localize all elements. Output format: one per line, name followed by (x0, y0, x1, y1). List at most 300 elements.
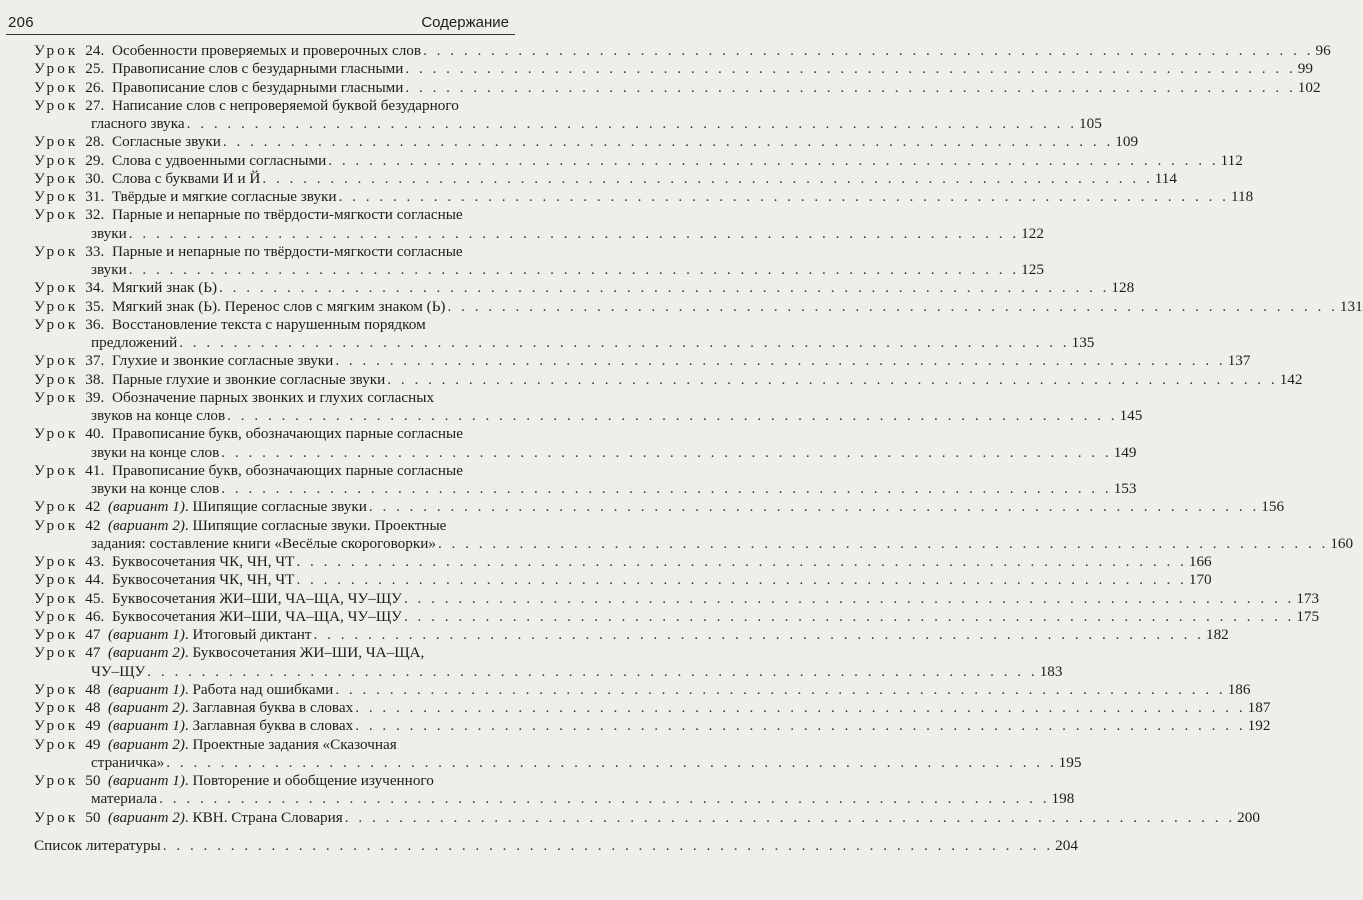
toc-line-content (91, 534, 1354, 553)
toc-line-content (108, 717, 1271, 735)
toc-line (0, 297, 1363, 316)
toc-line (0, 206, 515, 224)
toc-line (0, 571, 1212, 589)
page-ref: 102 (1297, 78, 1321, 96)
dot-leader: . . . . . . . . . . . . . . . . . . . . . . . . . . . . . . . . . . . . . . . . . . . . . . . . . . . . . . . . . . . . . . . . . . (447, 297, 1338, 315)
toc-title: Глухие и звонкие согласные звуки (112, 352, 334, 370)
toc-entry[interactable] (0, 498, 1285, 516)
toc-entry[interactable] (0, 352, 1251, 370)
toc-line (0, 480, 1137, 498)
lesson-number: 24. (85, 42, 105, 59)
toc-entry[interactable] (0, 735, 1082, 773)
toc-line (0, 607, 1320, 626)
toc-title-text (112, 389, 434, 406)
toc-title-text (112, 352, 333, 370)
dot-leader: . . . . . . . . . . . . . . . . . . . . . . . . . . . . . . . . . . . . . . . . . . . . . . . . . . . . . . . . . . . . . . . . . . (403, 589, 1295, 607)
dot-leader: . . . . . . . . . . . . . . . . . . . . . . . . . . . . . . . . . . . . . . . . . . . . . . . . . . . . . . . . . . . . . . . . . . (313, 626, 1204, 643)
page-ref: 160 (1330, 534, 1354, 552)
toc-title-text (91, 754, 164, 772)
toc-line-content (112, 279, 1135, 297)
toc-line-content (112, 42, 1331, 60)
dot-leader: . . . . . . . . . . . . . . . . . . . . . . . . . . . . . . . . . . . . . . . . . . . . . . . . . . . . . . . . . . . . . . . . . . (159, 790, 1050, 808)
toc-line-content (112, 425, 515, 443)
toc-line-content (112, 297, 1363, 316)
toc-entry[interactable] (0, 680, 1251, 699)
toc-line-content (91, 480, 1137, 498)
toc-title: Буквосочетания ЖИ–ШИ, ЧА–ЩА, ЧУ–ЩУ (112, 589, 402, 607)
toc-title-text (112, 316, 426, 333)
toc-title-text (91, 790, 157, 808)
toc-line-content (112, 352, 1251, 370)
page-ref: 142 (1279, 370, 1303, 388)
toc-title-text (112, 462, 463, 479)
dot-leader: . . . . . . . . . . . . . . . . . . . . . . . . . . . . . . . . . . . . . . . . . . . . . . . . . . . . . . . . . . . . . . . . . . (186, 115, 1078, 132)
toc-line (0, 133, 1139, 151)
page-ref: 183 (1039, 662, 1063, 680)
lesson-label (34, 60, 108, 78)
lesson-number: 33. (85, 242, 105, 260)
dot-leader: . . . . . . . . . . . . . . . . . . . . . . . . . . . . . . . . . . . . . . . . . . . . . . . . . . . . . . . . . . . . . . . . . . (296, 571, 1187, 589)
toc-line (0, 334, 1095, 352)
lesson-word: Урок (34, 571, 79, 589)
lesson-word: Урок (34, 717, 79, 735)
toc-entry[interactable] (0, 370, 1303, 389)
toc-line (0, 498, 1285, 516)
toc-title: гласного звука (91, 115, 185, 132)
lesson-label (34, 462, 108, 480)
toc-title: Написание слов с непроверяемой буквой безударного (112, 96, 459, 114)
toc-line-content (108, 699, 1271, 717)
toc-line-content (112, 133, 1139, 151)
toc-entry[interactable] (0, 571, 1212, 589)
toc-title-text (91, 261, 127, 279)
toc-title: звуки на конце слов (91, 480, 220, 497)
lesson-word: Урок (34, 772, 79, 789)
lesson-number: 26. (85, 78, 105, 96)
dot-leader: . . . . . . . . . . . . . . . . . . . . . . . . . . . . . . . . . . . . . . . . . . . . . . . . . . . . . . . . . . . . . . . . . . (355, 699, 1246, 716)
toc-title: Правописание букв, обозначающих парные согласные (112, 461, 463, 479)
page-ref: 118 (1230, 188, 1254, 205)
toc-title-text (112, 553, 294, 571)
dot-leader: . . . . . . . . . . . . . . . . . . . . . . . . . . . . . . . . . . . . . . . . . . . . . . . . . . . . . . . . . . . . . . . . . . (335, 680, 1226, 698)
toc-title-text (91, 480, 219, 498)
page-ref: 187 (1247, 699, 1271, 716)
toc-entry[interactable] (0, 297, 1363, 316)
toc-entry[interactable] (0, 188, 1254, 206)
toc-line (0, 517, 515, 535)
lesson-label (34, 772, 108, 790)
lesson-word: Урок (34, 169, 79, 187)
lesson-label (34, 699, 108, 717)
toc-title-text (112, 79, 403, 97)
toc-line (0, 589, 1320, 608)
toc-title: Парные глухие и звонкие согласные звуки (112, 370, 386, 388)
lesson-number: 49 (85, 735, 101, 753)
lesson-word: Урок (34, 133, 79, 151)
page-ref: 145 (1119, 407, 1143, 424)
page-ref: 200 (1237, 808, 1260, 826)
toc-line (0, 808, 1260, 827)
toc-line-content (112, 151, 1243, 170)
lesson-word: Урок (34, 680, 79, 698)
toc-line-content (91, 224, 1044, 243)
toc-line (0, 188, 1254, 206)
page-ref: 135 (1071, 334, 1095, 351)
page-header (0, 0, 515, 34)
page-ref: 112 (1220, 151, 1243, 169)
page-ref: 96 (1315, 42, 1331, 59)
lesson-number: 36. (85, 315, 105, 333)
dot-leader: . . . . . . . . . . . . . . . . . . . . . . . . . . . . . . . . . . . . . . . . . . . . . . . . . . . . . . . . . . . . . . . . . . (128, 261, 1020, 278)
toc-entry[interactable] (0, 169, 1177, 188)
toc-title-text (112, 188, 337, 206)
lesson-word: Урок (34, 644, 79, 662)
lesson-word: Урок (34, 699, 79, 716)
dot-leader: . . . . . . . . . . . . . . . . . . . . . . . . . . . . . . . . . . . . . . . . . . . . . . . . . . . . . . . . . . . . . . . . . . (335, 352, 1226, 370)
toc-line-content (91, 407, 1143, 425)
lesson-number: 25. (85, 60, 105, 78)
toc-line (0, 790, 1075, 808)
toc-line (0, 680, 1251, 699)
toc-line (0, 169, 1177, 188)
toc-line-content (112, 316, 515, 334)
toc-title: Буквосочетания ЧК, ЧН, ЧТ (112, 553, 295, 570)
lesson-label (34, 809, 108, 827)
lesson-variant: (вариант 2) (108, 735, 185, 753)
page-ref: 131 (1339, 297, 1363, 315)
toc-entry[interactable] (0, 607, 1320, 626)
toc-title: Обозначение парных звонких и глухих согласных (112, 388, 435, 406)
dot-leader: . . . . . . . . . . . . . . . . . . . . . . . . . . . . . . . . . . . . . . . . . . . . . . . . . . . . . . . . . . . . . . . . . . (437, 534, 1329, 552)
dot-leader: . . . . . . . . . . . . . . . . . . . . . . . . . . . . . . . . . . . . . . . . . . . . . . . . . . . . . . . . . . . . . . . . . . (387, 370, 1278, 388)
toc-entry[interactable] (0, 644, 1063, 681)
lesson-variant: (вариант 2) (108, 644, 185, 662)
toc-line (0, 151, 1243, 170)
lesson-variant: (вариант 1) (108, 498, 185, 516)
lesson-word: Урок (34, 626, 79, 643)
dot-leader: . . . . . . . . . . . . . . . . . . . . . . . . . . . . . . . . . . . . . . . . . . . . . . . . . . . . . . . . . . . . . . . . . . (221, 443, 1112, 461)
lesson-number: 37. (85, 352, 105, 370)
toc-line (0, 352, 1251, 370)
lesson-label (34, 571, 108, 589)
lesson-word: Урок (34, 425, 79, 443)
lesson-word: Урок (34, 589, 79, 607)
toc-entry[interactable] (0, 717, 1271, 735)
toc-title: Твёрдые и мягкие согласные звуки (112, 188, 337, 205)
toc-entry[interactable] (0, 96, 1102, 134)
lesson-variant: (вариант 1) (108, 772, 185, 789)
lesson-number: 47 (85, 644, 101, 662)
toc-entry[interactable] (0, 78, 1321, 97)
toc-line-content (112, 462, 515, 480)
toc-title: . Буквосочетания ЖИ–ШИ, ЧА–ЩА, (184, 644, 425, 662)
toc-entry[interactable] (0, 461, 1137, 499)
lesson-label (34, 590, 108, 608)
header-rule (6, 34, 515, 35)
toc-line (0, 626, 1229, 644)
toc-title: звуки на конце слов (91, 443, 220, 461)
toc-title-text (91, 444, 219, 462)
toc-line (0, 42, 1331, 60)
toc-title-text (91, 663, 145, 681)
toc-line (0, 425, 515, 443)
lesson-label (34, 206, 108, 224)
toc-line-content (91, 115, 1102, 133)
toc-line-content (91, 443, 1137, 462)
lesson-variant: (вариант 2) (108, 516, 185, 534)
toc-entry[interactable] (0, 242, 1044, 280)
lesson-number: 46. (85, 607, 105, 625)
toc-line-content (112, 78, 1321, 97)
toc-title-text (112, 590, 402, 608)
toc-line-content (108, 517, 515, 535)
toc-title: Правописание слов с безударными гласными (112, 60, 404, 78)
toc-line-content (108, 736, 515, 754)
lesson-word: Урок (34, 461, 79, 479)
toc-line (0, 553, 1212, 571)
lesson-number: 45. (85, 589, 105, 607)
toc-title: Правописание букв, обозначающих парные согласные (112, 425, 463, 443)
toc-title: предложений (91, 334, 178, 351)
toc-title-text (108, 626, 312, 644)
lesson-word: Урок (34, 242, 79, 260)
lesson-number: 29. (85, 151, 105, 169)
lesson-label (34, 79, 108, 97)
toc-line-content (112, 571, 1212, 589)
toc-title: Слова с удвоенными согласными (112, 151, 327, 169)
toc-entry[interactable] (0, 42, 1331, 60)
lesson-word: Урок (34, 96, 79, 114)
toc-title-text (108, 517, 446, 534)
lesson-label (34, 681, 108, 699)
page-ref: 109 (1115, 133, 1139, 151)
toc-title: . Повторение и обобщение изученного (184, 772, 434, 789)
lesson-number: 49 (85, 717, 101, 735)
lesson-word: Урок (34, 388, 79, 406)
toc-title-text (108, 736, 397, 753)
bibliography-label: Список литературы (34, 836, 161, 854)
toc-line-content (112, 97, 515, 115)
dot-leader: . . . . . . . . . . . . . . . . . . . . . . . . . . . . . . . . . . . . . . . . . . . . . . . . . . . . . . . . . . . . . . . . . . (262, 169, 1153, 187)
lesson-word: Урок (34, 188, 79, 205)
toc-title: . КВН. Страна Словария (184, 808, 343, 826)
toc-entry[interactable] (0, 772, 1075, 809)
lesson-word: Урок (34, 553, 79, 570)
dot-leader: . . . . . . . . . . . . . . . . . . . . . . . . . . . . . . . . . . . . . . . . . . . . . . . . . . . . . . . . . . . . . . . . . . (338, 188, 1229, 205)
dot-leader: . . . . . . . . . . . . . . . . . . . . . . . . . . . . . . . . . . . . . . . . . . . . . . . . . . . . . . . . . . . . . . . . . . (147, 662, 1038, 680)
page-ref: 166 (1188, 553, 1212, 570)
toc-entry-bibliography[interactable] (0, 836, 1078, 855)
toc-title-text (112, 42, 421, 60)
toc-entry[interactable] (0, 206, 1044, 243)
lesson-word: Урок (34, 516, 79, 534)
table-of-contents (0, 42, 1363, 855)
toc-line-content (108, 808, 1260, 827)
lesson-label (34, 279, 108, 297)
toc-title: звуков на конце слов (91, 407, 226, 424)
page-ref: 137 (1227, 352, 1251, 370)
lesson-number: 50 (85, 808, 101, 826)
toc-title-text (112, 60, 403, 78)
lesson-number: 38. (85, 370, 105, 388)
toc-line (0, 407, 1143, 425)
toc-line (0, 97, 515, 115)
toc-entry[interactable] (0, 589, 1320, 608)
toc-title: . Проектные задания «Сказочная (184, 735, 397, 753)
toc-entry[interactable] (0, 315, 1095, 353)
toc-line-content (112, 206, 515, 224)
page-ref: 128 (1111, 279, 1135, 297)
toc-title: . Работа над ошибками (184, 680, 334, 698)
toc-line (0, 243, 515, 261)
lesson-number: 34. (85, 279, 105, 297)
toc-line (0, 717, 1271, 735)
lesson-label (34, 97, 108, 115)
toc-line (0, 389, 515, 407)
toc-line-content (112, 553, 1212, 571)
toc-title: Мягкий знак (Ь) (112, 279, 218, 297)
dot-leader: . . . . . . . . . . . . . . . . . . . . . . . . . . . . . . . . . . . . . . . . . . . . . . . . . . . . . . . . . . . . . . . . . . (222, 133, 1114, 151)
toc-title-text (108, 644, 424, 661)
toc-title: . Шипящие согласные звуки. Проектные (184, 516, 447, 534)
lesson-variant: (вариант 1) (108, 626, 185, 643)
lesson-label (34, 170, 108, 188)
dot-leader: . . . . . . . . . . . . . . . . . . . . . . . . . . . . . . . . . . . . . . . . . . . . . . . . . . . . . . . . . . . . . . . . . . (166, 753, 1057, 771)
toc-title-text (108, 681, 333, 699)
toc-line-content (91, 790, 1075, 808)
toc-entry[interactable] (0, 388, 1143, 426)
dot-leader: . . . . . . . . . . . . . . . . . . . . . . . . . . . . . . . . . . . . . . . . . . . . . . . . . . . . . . . . . . . . . . . . . . (405, 78, 1296, 96)
lesson-label (34, 553, 108, 571)
toc-line-content (108, 772, 515, 790)
page-ref: 156 (1261, 498, 1285, 516)
toc-title: . Шипящие согласные звуки (184, 498, 367, 516)
toc-line-content (112, 389, 515, 407)
lesson-word: Урок (34, 607, 79, 625)
toc-entry[interactable] (0, 626, 1229, 644)
lesson-word: Урок (34, 315, 79, 333)
lesson-label (34, 133, 108, 151)
toc-entry[interactable] (0, 60, 1313, 78)
toc-entry[interactable] (0, 279, 1135, 297)
lesson-word: Урок (34, 297, 79, 315)
toc-title: . Итоговый диктант (184, 626, 312, 643)
lesson-number: 35. (85, 297, 105, 315)
lesson-label (34, 152, 108, 170)
page-ref: 175 (1296, 607, 1320, 625)
toc-line-content (91, 662, 1063, 681)
toc-entry[interactable] (0, 133, 1139, 151)
toc-line-content (91, 753, 1082, 772)
toc-line-content (108, 680, 1251, 699)
page-number: 206 (8, 14, 34, 31)
lesson-number: 48 (85, 680, 101, 698)
toc-title-text (91, 407, 225, 425)
page-ref: 149 (1113, 443, 1137, 461)
toc-title-text (108, 498, 367, 516)
toc-line (0, 443, 1137, 462)
page-ref: 122 (1021, 224, 1044, 242)
dot-leader: . . . . . . . . . . . . . . . . . . . . . . . . . . . . . . . . . . . . . . . . . . . . . . . . . . . . . . . . . . . . . . . . . . (128, 224, 1020, 242)
lesson-label (34, 316, 108, 334)
lesson-label (34, 42, 108, 60)
toc-line (0, 699, 1271, 717)
page-ref: 182 (1205, 626, 1229, 643)
toc-title: материала (91, 790, 158, 808)
toc-title: Согласные звуки (112, 133, 221, 151)
lesson-number: 41. (85, 461, 105, 479)
lesson-label (34, 736, 108, 754)
lesson-label (34, 243, 108, 261)
dot-leader: . . . . . . . . . . . . . . . . . . . . . . . . . . . . . . . . . . . . . . . . . . . . . . . . . . . . . . . . . . . . . . . . . . (221, 480, 1112, 497)
toc-title: Парные и непарные по твёрдости-мягкости согласные (112, 206, 463, 224)
toc-entry[interactable] (0, 425, 1137, 462)
lesson-number: 27. (85, 96, 105, 114)
lesson-number: 30. (85, 169, 105, 187)
toc-line (0, 662, 1063, 681)
toc-entry[interactable] (0, 516, 1354, 554)
toc-entry[interactable] (0, 808, 1260, 827)
lesson-number: 31. (85, 188, 105, 205)
page-ref: 173 (1296, 589, 1320, 607)
toc-title: задания: составление книги «Весёлые скороговорки» (91, 534, 436, 552)
page-ref: 204 (1055, 836, 1078, 854)
dot-leader: . . . . . . . . . . . . . . . . . . . . . . . . . . . . . . . . . . . . . . . . . . . . . . . . . . . . . . . . . . . . . . . . . . (162, 836, 1054, 854)
toc-title: Буквосочетания ЧК, ЧН, ЧТ (112, 571, 295, 589)
toc-title-text (91, 225, 127, 243)
lesson-word: Урок (34, 735, 79, 753)
toc-line-content (108, 644, 515, 662)
toc-title-text (112, 133, 221, 151)
toc-line (0, 115, 1102, 133)
page-ref: 99 (1297, 60, 1313, 78)
lesson-label (34, 371, 108, 389)
toc-entry[interactable] (0, 151, 1243, 170)
lesson-label (34, 626, 108, 644)
toc-entry[interactable] (0, 553, 1212, 571)
toc-title-text (108, 809, 343, 827)
toc-line-content (0, 836, 1078, 855)
toc-line-content (108, 626, 1229, 644)
toc-line-content (112, 243, 515, 261)
page-ref: 114 (1154, 169, 1177, 187)
toc-line (0, 753, 1082, 772)
toc-title-text (112, 97, 459, 114)
lesson-word: Урок (34, 808, 79, 826)
toc-title: Парные и непарные по твёрдости-мягкости согласные (112, 242, 463, 260)
toc-line (0, 534, 1354, 553)
dot-leader: . . . . . . . . . . . . . . . . . . . . . . . . . . . . . . . . . . . . . . . . . . . . . . . . . . . . . . . . . . . . . . . . . . (227, 407, 1118, 424)
lesson-label (34, 389, 108, 407)
toc-line (0, 261, 1044, 279)
toc-title-text (112, 298, 446, 316)
lesson-word: Урок (34, 370, 79, 388)
lesson-word: Урок (34, 206, 79, 224)
toc-title-text (91, 535, 436, 553)
page-ref: 192 (1247, 717, 1271, 735)
toc-line (0, 836, 1078, 855)
dot-leader: . . . . . . . . . . . . . . . . . . . . . . . . . . . . . . . . . . . . . . . . . . . . . . . . . . . . . . . . . . . . . . . . . . (179, 334, 1070, 351)
toc-entry[interactable] (0, 699, 1271, 717)
lesson-label (34, 352, 108, 370)
page-ref: 198 (1051, 790, 1075, 808)
lesson-number: 32. (85, 206, 105, 224)
toc-title: страничка» (91, 753, 165, 771)
toc-title: . Заглавная буква в словах (184, 717, 354, 735)
toc-line-content (112, 60, 1313, 78)
lesson-variant: (вариант 1) (108, 717, 185, 735)
toc-title: Восстановление текста с нарушенным порядком (112, 315, 426, 333)
